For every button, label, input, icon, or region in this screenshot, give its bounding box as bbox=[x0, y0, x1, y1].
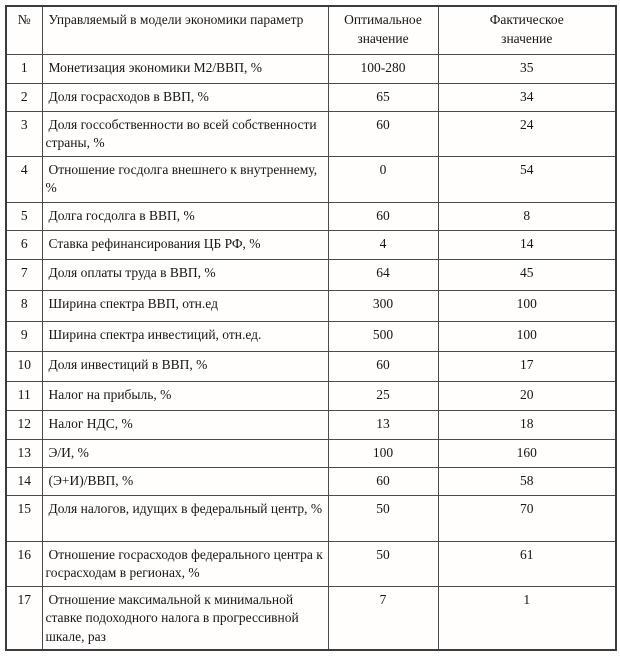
param-cell: Э/И, % bbox=[42, 439, 328, 467]
param-cell: Доля инвестиций в ВВП, % bbox=[42, 351, 328, 381]
optimal-cell: 64 bbox=[328, 259, 438, 290]
row-number-cell: 6 bbox=[6, 230, 42, 259]
actual-cell: 100 bbox=[438, 321, 616, 351]
header-actual-label: Фактическое значение bbox=[489, 12, 564, 46]
header-param: Управляемый в модели экономики параметр bbox=[42, 6, 328, 54]
table-row bbox=[6, 230, 616, 259]
param-cell: Налог НДС, % bbox=[42, 410, 328, 439]
header-optimal bbox=[328, 6, 438, 54]
optimal-cell: 300 bbox=[328, 290, 438, 321]
row-number-cell: 12 bbox=[6, 410, 42, 439]
optimal-cell: 50 bbox=[328, 541, 438, 586]
header-num: № bbox=[6, 6, 42, 54]
param-cell: Налог на прибыль, % bbox=[42, 381, 328, 410]
row-number-cell: 11 bbox=[6, 381, 42, 410]
table-row bbox=[6, 111, 616, 156]
actual-cell: 35 bbox=[438, 54, 616, 83]
optimal-cell: 25 bbox=[328, 381, 438, 410]
actual-cell: 17 bbox=[438, 351, 616, 381]
actual-cell: 24 bbox=[438, 111, 616, 156]
table-row bbox=[6, 467, 616, 495]
param-cell: Доля госсобственности во всей собственности страны, % bbox=[42, 111, 328, 156]
table-row bbox=[6, 290, 616, 321]
table-row bbox=[6, 156, 616, 202]
param-cell: Отношение госдолга внешнего к внутреннему, % bbox=[42, 156, 328, 202]
row-number-cell: 4 bbox=[6, 156, 42, 202]
row-number-cell: 9 bbox=[6, 321, 42, 351]
optimal-cell: 50 bbox=[328, 495, 438, 541]
actual-cell: 14 bbox=[438, 230, 616, 259]
param-cell: Отношение максимальной к минимальной ставке подоходного налога в прогрессивной шкале, раз bbox=[42, 586, 328, 650]
row-number-cell: 5 bbox=[6, 202, 42, 230]
optimal-cell: 0 bbox=[328, 156, 438, 202]
param-cell: Доля налогов, идущих в федеральный центр, % bbox=[42, 495, 328, 541]
actual-cell: 160 bbox=[438, 439, 616, 467]
table-row bbox=[6, 586, 616, 650]
optimal-cell: 500 bbox=[328, 321, 438, 351]
optimal-cell: 13 bbox=[328, 410, 438, 439]
optimal-cell: 60 bbox=[328, 467, 438, 495]
table-row bbox=[6, 351, 616, 381]
optimal-cell: 4 bbox=[328, 230, 438, 259]
optimal-cell: 7 bbox=[328, 586, 438, 650]
row-number-cell: 16 bbox=[6, 541, 42, 586]
table-row bbox=[6, 259, 616, 290]
table-header-row bbox=[6, 6, 616, 54]
param-cell: Ширина спектра инвестиций, отн.ед. bbox=[42, 321, 328, 351]
row-number-cell: 10 bbox=[6, 351, 42, 381]
table-row bbox=[6, 83, 616, 111]
actual-cell: 54 bbox=[438, 156, 616, 202]
param-cell: Доля госрасходов в ВВП, % bbox=[42, 83, 328, 111]
actual-cell: 8 bbox=[438, 202, 616, 230]
actual-cell: 70 bbox=[438, 495, 616, 541]
actual-cell: 58 bbox=[438, 467, 616, 495]
optimal-cell: 100 bbox=[328, 439, 438, 467]
row-number-cell: 3 bbox=[6, 111, 42, 156]
optimal-cell: 65 bbox=[328, 83, 438, 111]
table-row bbox=[6, 54, 616, 83]
actual-cell: 61 bbox=[438, 541, 616, 586]
row-number-cell: 2 bbox=[6, 83, 42, 111]
param-cell: Доля оплаты труда в ВВП, % bbox=[42, 259, 328, 290]
table-row bbox=[6, 410, 616, 439]
optimal-cell: 60 bbox=[328, 351, 438, 381]
row-number-cell: 1 bbox=[6, 54, 42, 83]
param-cell: Долга госдолга в ВВП, % bbox=[42, 202, 328, 230]
header-actual bbox=[438, 6, 616, 54]
actual-cell: 34 bbox=[438, 83, 616, 111]
param-cell: Монетизация экономики М2/ВВП, % bbox=[42, 54, 328, 83]
param-cell: Ставка рефинансирования ЦБ РФ, % bbox=[42, 230, 328, 259]
table-row bbox=[6, 381, 616, 410]
table-row bbox=[6, 321, 616, 351]
economic-parameters-table bbox=[5, 5, 617, 651]
row-number-cell: 7 bbox=[6, 259, 42, 290]
table-row bbox=[6, 495, 616, 541]
actual-cell: 1 bbox=[438, 586, 616, 650]
row-number-cell: 14 bbox=[6, 467, 42, 495]
actual-cell: 45 bbox=[438, 259, 616, 290]
optimal-cell: 100-280 bbox=[328, 54, 438, 83]
actual-cell: 18 bbox=[438, 410, 616, 439]
param-cell: Отношение госрасходов федерального центра к госрасходам в регионах, % bbox=[42, 541, 328, 586]
optimal-cell: 60 bbox=[328, 111, 438, 156]
row-number-cell: 8 bbox=[6, 290, 42, 321]
actual-cell: 20 bbox=[438, 381, 616, 410]
table-row bbox=[6, 439, 616, 467]
param-cell: Ширина спектра ВВП, отн.ед bbox=[42, 290, 328, 321]
table-row bbox=[6, 541, 616, 586]
header-optimal-label: Оптимальное значение bbox=[344, 12, 422, 46]
param-cell: (Э+И)/ВВП, % bbox=[42, 467, 328, 495]
row-number-cell: 17 bbox=[6, 586, 42, 650]
table-row bbox=[6, 202, 616, 230]
row-number-cell: 15 bbox=[6, 495, 42, 541]
actual-cell: 100 bbox=[438, 290, 616, 321]
row-number-cell: 13 bbox=[6, 439, 42, 467]
optimal-cell: 60 bbox=[328, 202, 438, 230]
